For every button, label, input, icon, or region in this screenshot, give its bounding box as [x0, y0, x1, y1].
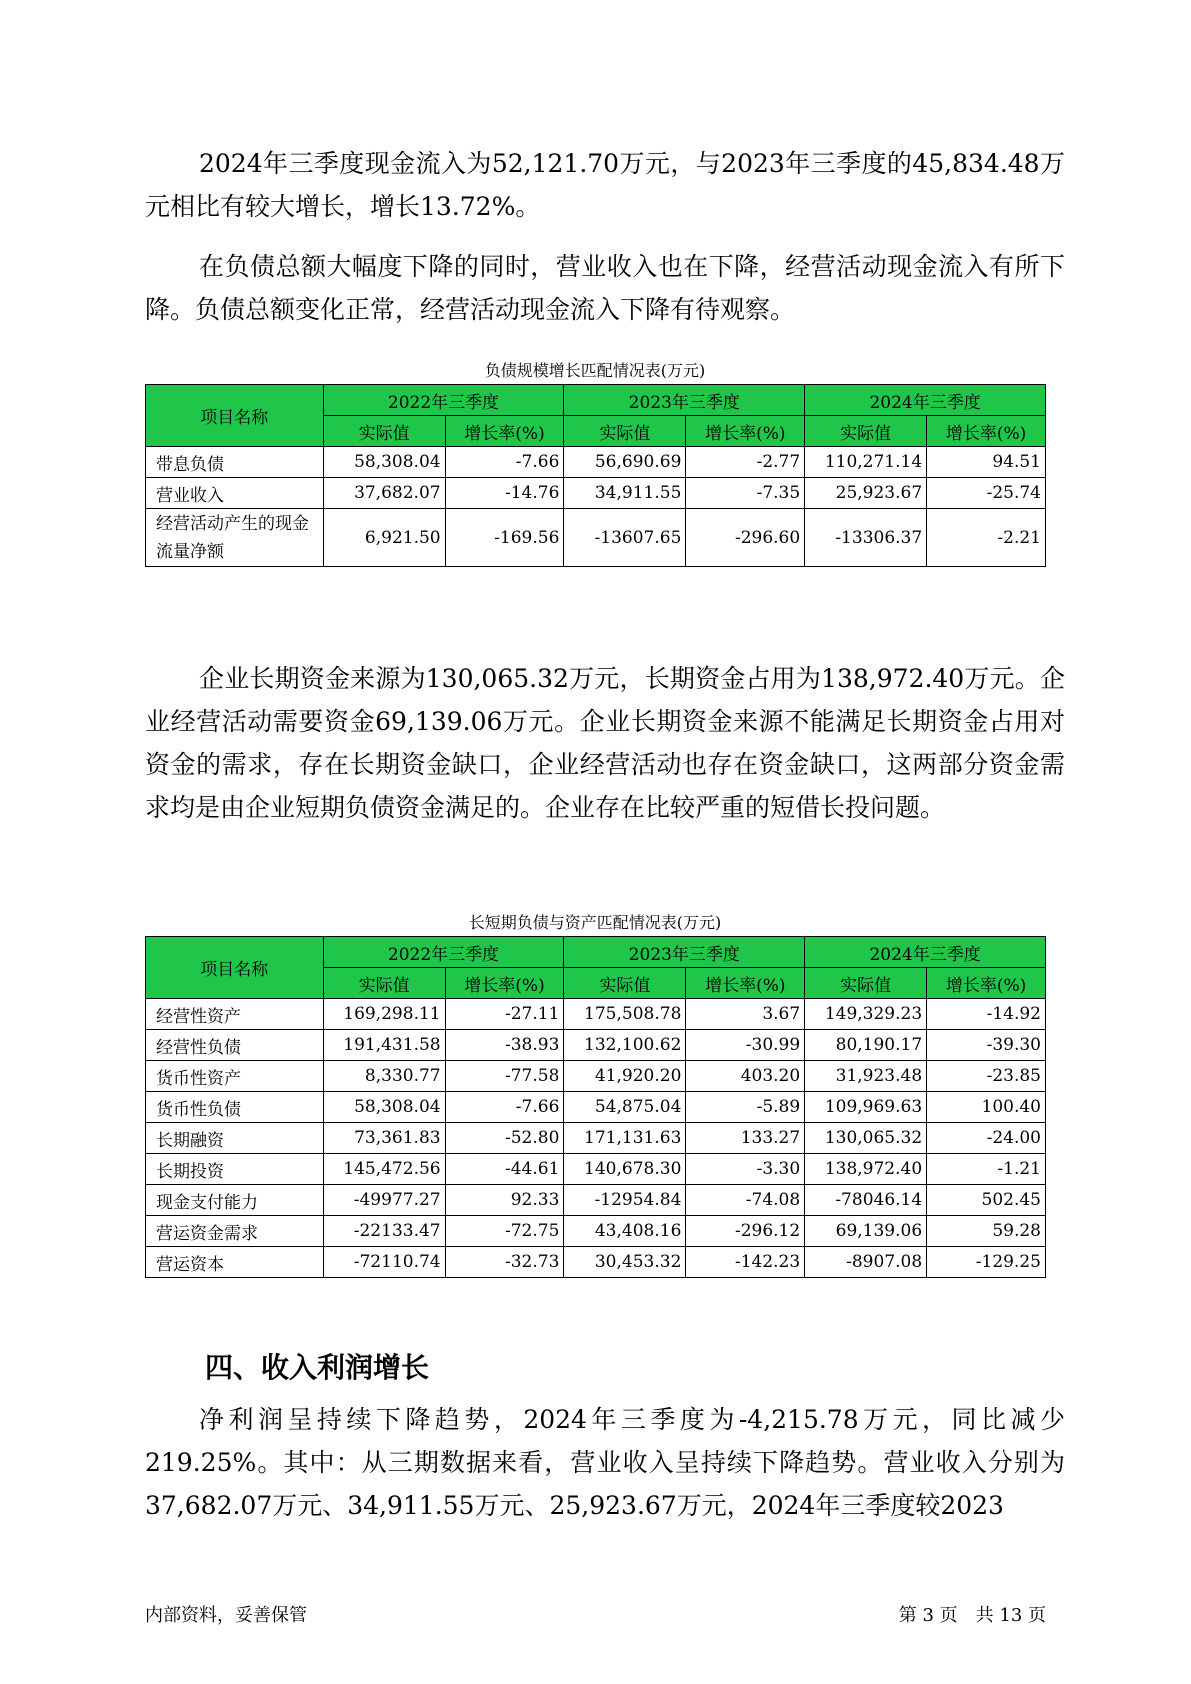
asset-liability-table	[145, 936, 1046, 1278]
cell-value: 3.67	[686, 999, 805, 1030]
cell-value: -3.30	[686, 1154, 805, 1185]
cell-value: -78046.14	[805, 1185, 927, 1216]
header-growth: 增长率(%)	[686, 416, 805, 447]
table-row	[146, 1154, 1046, 1185]
cell-value: 30,453.32	[564, 1247, 686, 1278]
cell-value: 403.20	[686, 1061, 805, 1092]
cell-value: 138,972.40	[805, 1154, 927, 1185]
header-item-name: 项目名称	[146, 937, 324, 999]
header-actual: 实际值	[564, 968, 686, 999]
cell-value: -23.85	[927, 1061, 1046, 1092]
cell-value: 130,065.32	[805, 1123, 927, 1154]
cell-value: -1.21	[927, 1154, 1046, 1185]
cell-value: 110,271.14	[805, 447, 927, 478]
table-row	[146, 478, 1046, 509]
cell-value: -49977.27	[323, 1185, 445, 1216]
section-heading: 四、收入利润增长	[205, 1351, 430, 1384]
cell-value: -12954.84	[564, 1185, 686, 1216]
cell-value: -13607.65	[564, 509, 686, 567]
footer-page-number: 第 3 页 共 13 页	[898, 1605, 1046, 1626]
cell-value: 132,100.62	[564, 1030, 686, 1061]
cell-value: -13306.37	[805, 509, 927, 567]
header-actual: 实际值	[805, 416, 927, 447]
row-label: 货币性资产	[146, 1061, 324, 1092]
cell-value: 43,408.16	[564, 1216, 686, 1247]
row-label: 货币性负债	[146, 1092, 324, 1123]
header-period-2023: 2023年三季度	[564, 385, 805, 416]
header-growth: 增长率(%)	[686, 968, 805, 999]
cell-value: 8,330.77	[323, 1061, 445, 1092]
cell-value: -72.75	[445, 1216, 564, 1247]
table2-caption: 长短期负债与资产匹配情况表(万元)	[468, 913, 722, 932]
cell-value: 145,472.56	[323, 1154, 445, 1185]
table-row	[146, 1092, 1046, 1123]
cell-value: 37,682.07	[323, 478, 445, 509]
cell-value: -129.25	[927, 1247, 1046, 1278]
table-row	[146, 999, 1046, 1030]
cell-value: 92.33	[445, 1185, 564, 1216]
cell-value: 140,678.30	[564, 1154, 686, 1185]
header-growth: 增长率(%)	[927, 416, 1046, 447]
header-period-2023: 2023年三季度	[564, 937, 805, 968]
header-item-name: 项目名称	[146, 385, 324, 447]
cell-value: -39.30	[927, 1030, 1046, 1061]
header-period-2022: 2022年三季度	[323, 385, 564, 416]
cell-value: 175,508.78	[564, 999, 686, 1030]
header-growth: 增长率(%)	[445, 416, 564, 447]
cell-value: -25.74	[927, 478, 1046, 509]
cell-value: -296.12	[686, 1216, 805, 1247]
cell-value: 502.45	[927, 1185, 1046, 1216]
cell-value: -7.66	[445, 447, 564, 478]
table-row	[146, 1123, 1046, 1154]
cell-value: 73,361.83	[323, 1123, 445, 1154]
table-row	[146, 1216, 1046, 1247]
row-label: 现金支付能力	[146, 1185, 324, 1216]
row-label: 带息负债	[146, 447, 324, 478]
header-growth: 增长率(%)	[927, 968, 1046, 999]
cell-value: 56,690.69	[564, 447, 686, 478]
table-row	[146, 447, 1046, 478]
header-actual: 实际值	[805, 968, 927, 999]
table-row	[146, 509, 1046, 567]
cell-value: -169.56	[445, 509, 564, 567]
footer-confidential-note: 内部资料，妥善保管	[145, 1605, 307, 1626]
cell-value: -52.80	[445, 1123, 564, 1154]
table-row	[146, 1247, 1046, 1278]
cell-value: -7.35	[686, 478, 805, 509]
header-period-2022: 2022年三季度	[323, 937, 564, 968]
row-label: 营业收入	[146, 478, 324, 509]
row-label: 经营性负债	[146, 1030, 324, 1061]
cell-value: -2.21	[927, 509, 1046, 567]
cell-value: 54,875.04	[564, 1092, 686, 1123]
cell-value: -32.73	[445, 1247, 564, 1278]
cell-value: -2.77	[686, 447, 805, 478]
cell-value: -72110.74	[323, 1247, 445, 1278]
cell-value: -30.99	[686, 1030, 805, 1061]
cell-value: 34,911.55	[564, 478, 686, 509]
cell-value: 6,921.50	[323, 509, 445, 567]
row-label: 经营活动产生的现金流量净额	[146, 509, 324, 567]
cell-value: -14.76	[445, 478, 564, 509]
row-label: 营运资金需求	[146, 1216, 324, 1247]
cell-value: -27.11	[445, 999, 564, 1030]
row-label: 营运资本	[146, 1247, 324, 1278]
cell-value: 31,923.48	[805, 1061, 927, 1092]
paragraph-cash-inflow: 2024年三季度现金流入为52,121.70万元，与2023年三季度的45,834.48万元相比有较大增长，增长13.72%。	[145, 149, 1065, 221]
cell-value: -24.00	[927, 1123, 1046, 1154]
cell-value: -22133.47	[323, 1216, 445, 1247]
table1-caption: 负债规模增长匹配情况表(万元)	[484, 361, 706, 380]
cell-value: 133.27	[686, 1123, 805, 1154]
cell-value: -142.23	[686, 1247, 805, 1278]
cell-value: 94.51	[927, 447, 1046, 478]
header-actual: 实际值	[564, 416, 686, 447]
cell-value: 59.28	[927, 1216, 1046, 1247]
cell-value: -7.66	[445, 1092, 564, 1123]
table-row	[146, 1185, 1046, 1216]
row-label: 经营性资产	[146, 999, 324, 1030]
cell-value: -74.08	[686, 1185, 805, 1216]
cell-value: -5.89	[686, 1092, 805, 1123]
paragraph-net-profit: 净利润呈持续下降趋势，2024年三季度为-4,215.78万元，同比减少219.25%。其中：从三期数据来看，营业收入呈持续下降趋势。营业收入分别为37,682.07万元、34,911.55万元、25,923.67万元，2024年三季度较2023	[145, 1405, 1065, 1520]
cell-value: 171,131.63	[564, 1123, 686, 1154]
paragraph-debt-change: 在负债总额大幅度下降的同时，营业收入也在下降，经营活动现金流入有所下降。负债总额变化正常，经营活动现金流入下降有待观察。	[145, 252, 1065, 324]
cell-value: 169,298.11	[323, 999, 445, 1030]
cell-value: 191,431.58	[323, 1030, 445, 1061]
table-row	[146, 1030, 1046, 1061]
cell-value: -296.60	[686, 509, 805, 567]
cell-value: 69,139.06	[805, 1216, 927, 1247]
cell-value: -44.61	[445, 1154, 564, 1185]
cell-value: 25,923.67	[805, 478, 927, 509]
header-period-2024: 2024年三季度	[805, 385, 1046, 416]
cell-value: 41,920.20	[564, 1061, 686, 1092]
header-actual: 实际值	[323, 968, 445, 999]
paragraph-long-term-funding: 企业长期资金来源为130,065.32万元，长期资金占用为138,972.40万元。企业经营活动需要资金69,139.06万元。企业长期资金来源不能满足长期资金占用对资金的需求，存在长期资金缺口，企业经营活动也存在资金缺口，这两部分资金需求均是由企业短期负债资金满足的。企业存在比较严重的短借长投问题。	[145, 664, 1065, 822]
header-period-2024: 2024年三季度	[805, 937, 1046, 968]
cell-value: 80,190.17	[805, 1030, 927, 1061]
cell-value: 58,308.04	[323, 1092, 445, 1123]
row-label: 长期投资	[146, 1154, 324, 1185]
cell-value: 58,308.04	[323, 447, 445, 478]
cell-value: 100.40	[927, 1092, 1046, 1123]
cell-value: 109,969.63	[805, 1092, 927, 1123]
cell-value: -14.92	[927, 999, 1046, 1030]
cell-value: 149,329.23	[805, 999, 927, 1030]
cell-value: -38.93	[445, 1030, 564, 1061]
header-actual: 实际值	[323, 416, 445, 447]
header-growth: 增长率(%)	[445, 968, 564, 999]
table-row	[146, 1061, 1046, 1092]
cell-value: -8907.08	[805, 1247, 927, 1278]
row-label: 长期融资	[146, 1123, 324, 1154]
cell-value: -77.58	[445, 1061, 564, 1092]
debt-growth-table	[145, 384, 1046, 567]
